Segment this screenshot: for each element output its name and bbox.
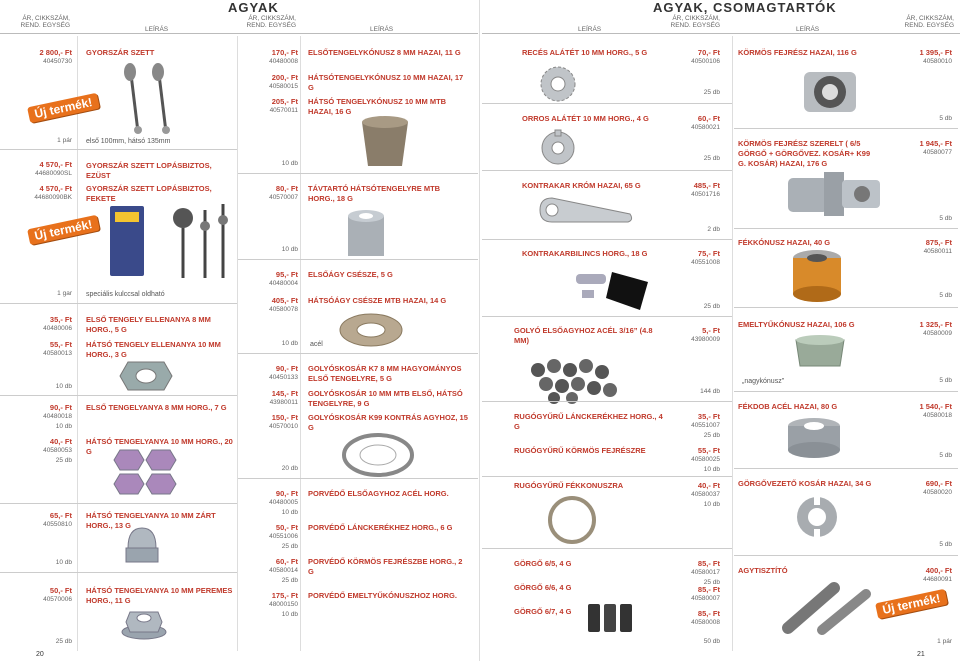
- col-header-price: ÁR, CIKKSZÁM, REND. EGYSÉG: [20, 15, 70, 29]
- item-code: 40580013: [43, 350, 72, 357]
- item-note: speciális kulccsal oldható: [86, 291, 165, 298]
- row-divider: [238, 353, 478, 354]
- price: 90,- Ft: [275, 364, 298, 373]
- price: 55,- Ft: [697, 446, 720, 455]
- row-divider: [482, 103, 732, 104]
- item-desc: HÁTSÓ TENGELYANYA 10 MM PEREMES HORG., 11 G: [86, 586, 233, 605]
- item-desc: ELSŐTENGELYKÓNUSZ 8 MM HAZAI, 11 G: [308, 48, 461, 57]
- qty: 5 db: [939, 541, 952, 548]
- qty: 144 db: [700, 388, 720, 395]
- row-divider: [482, 239, 732, 240]
- price: 50,- Ft: [275, 523, 298, 532]
- item-desc: GOLYÓSKOSÁR 10 MM MTB ELSŐ, HÁTSÓ TENGELYRE, 9 G: [308, 389, 463, 408]
- item-desc: HÁTSÓ TENGELY ELLENANYA 10 MM HORG., 3 G: [86, 340, 221, 359]
- item-desc: TÁVTARTÓ HÁTSÓTENGELYRE MTB HORG., 18 G: [308, 184, 441, 203]
- item-desc: GÖRGŐVEZETŐ KOSÁR HAZAI, 34 G: [738, 479, 872, 488]
- row-divider: [0, 503, 237, 504]
- item-code: 48000150: [269, 601, 298, 608]
- qty: 20 db: [281, 465, 298, 472]
- price: 1 395,- Ft: [919, 48, 952, 57]
- price: 170,- Ft: [271, 48, 298, 57]
- qty: 25 db: [55, 457, 72, 464]
- axle-cone-image: [356, 112, 414, 172]
- row-divider: [482, 170, 732, 171]
- item-code: 40580025: [691, 456, 720, 463]
- item-desc: HÁTSÓTENGELYKÓNUSZ 10 MM HAZAI, 17 G: [308, 73, 464, 92]
- header-rule: [482, 33, 960, 34]
- item-desc: GOLYÓ ELSŐAGYHOZ ACÉL 3/16” (4.8 MM): [514, 326, 653, 345]
- item-code: 40570006: [43, 596, 72, 603]
- qty: 10 db: [55, 383, 72, 390]
- item-desc: RUGÓGYŰRŰ LÁNCKERÉKHEZ HORG., 4 G: [514, 412, 663, 431]
- item-code: 40501716: [691, 191, 720, 198]
- qty: 1 gar: [57, 290, 72, 297]
- item-code: 40580077: [923, 149, 952, 156]
- item-desc: PORVÉDŐ LÁNCKERÉKHEZ HORG., 6 G: [308, 523, 453, 532]
- qty: 10 db: [281, 340, 298, 347]
- qty: 25 db: [703, 579, 720, 586]
- snap-ring-image: [546, 494, 598, 546]
- item-code: 40580017: [691, 569, 720, 576]
- axle-nuts-image: [112, 448, 182, 496]
- qty: 10 db: [55, 423, 72, 430]
- price: 60,- Ft: [697, 114, 720, 123]
- item-code: 40500106: [691, 58, 720, 65]
- assembled-hub-image: [784, 168, 884, 220]
- row-divider: [238, 478, 478, 479]
- price: 65,- Ft: [49, 511, 72, 520]
- price: 4 570,- Ft: [39, 184, 72, 193]
- qty: 10 db: [703, 501, 720, 508]
- price: 485,- Ft: [693, 181, 720, 190]
- row-divider: [238, 173, 478, 174]
- price: 85,- Ft: [697, 559, 720, 568]
- price: 70,- Ft: [697, 48, 720, 57]
- row-divider: [0, 572, 237, 573]
- price: 145,- Ft: [271, 389, 298, 398]
- price: 40,- Ft: [697, 481, 720, 490]
- item-desc: ELSŐ TENGELYANYA 8 MM HORG., 7 G: [86, 403, 227, 412]
- price: 405,- Ft: [271, 296, 298, 305]
- item-desc: ELSŐÁGY CSÉSZE, 5 G: [308, 270, 393, 279]
- col-header-price: ÁR, CIKKSZÁM, REND. EGYSÉG: [246, 15, 296, 29]
- item-desc: GOLYÓSKOSÁR K99 KONTRÁS AGYHOZ, 15 G: [308, 413, 468, 432]
- row-divider: [0, 149, 237, 150]
- price: 85,- Ft: [697, 585, 720, 594]
- item-desc: EMELTYŰKÓNUSZ HAZAI, 106 G: [738, 320, 855, 329]
- item-code: 40551008: [691, 259, 720, 266]
- row-divider: [734, 307, 958, 308]
- price: 85,- Ft: [697, 609, 720, 618]
- item-code: 40580053: [43, 447, 72, 454]
- price: 875,- Ft: [925, 238, 952, 247]
- spacer-image: [344, 208, 388, 260]
- item-desc: ELSŐ TENGELY ELLENANYA 8 MM HORG., 5 G: [86, 315, 211, 334]
- hub-cleaner-brush-image: [778, 580, 874, 636]
- item-desc: GOLYÓSKOSÁR K7 8 MM HAGYOMÁNYOS ELSŐ TENGELYRE, 5 G: [308, 364, 462, 383]
- item-desc: GYORSZÁR SZETT LOPÁSBIZTOS, EZÜST: [86, 161, 212, 180]
- page-number: 20: [36, 651, 44, 658]
- quick-release-skewer-image: [108, 62, 188, 136]
- header-rule: [0, 33, 478, 34]
- item-code: 40480005: [269, 499, 298, 506]
- item-desc: HÁTSÓ TENGELYKÓNUSZ 10 MM MTB HAZAI, 16 G: [308, 97, 447, 116]
- new-product-badge: Új termék!: [27, 215, 99, 245]
- item-desc: GYORSZÁR SZETT LOPÁSBIZTOS, FEKETE: [86, 184, 212, 203]
- flange-nut-image: [120, 604, 168, 640]
- anti-theft-skewer-image: [95, 198, 235, 286]
- row-divider: [734, 391, 958, 392]
- item-code: 40570011: [269, 107, 298, 114]
- bearing-cup-image: [338, 308, 404, 348]
- qty: 10 db: [281, 509, 298, 516]
- item-code: 40551006: [269, 533, 298, 540]
- item-code: 40580018: [923, 412, 952, 419]
- column-divider: [300, 36, 301, 651]
- col-header-price: ÁR, CIKKSZÁM, REND. EGYSÉG: [904, 15, 954, 29]
- qty: 25 db: [281, 543, 298, 550]
- price: 1 945,- Ft: [919, 139, 952, 148]
- item-code: 44680091: [923, 576, 952, 583]
- qty: 5 db: [939, 215, 952, 222]
- qty: 50 db: [703, 638, 720, 645]
- price: 2 800,- Ft: [39, 48, 72, 57]
- pawl-hub-image: [798, 62, 862, 122]
- item-code: 40580021: [691, 124, 720, 131]
- col-header-desc: LEÍRÁS: [145, 26, 169, 33]
- item-code: 40580011: [923, 248, 952, 255]
- row-divider: [482, 548, 732, 549]
- item-code: 40580020: [923, 489, 952, 496]
- price: 75,- Ft: [697, 249, 720, 258]
- item-desc: FÉKDOB ACÉL HAZAI, 80 G: [738, 402, 838, 411]
- price: 35,- Ft: [49, 315, 72, 324]
- item-desc: HÁTSÓ TENGELYANYA 10 MM ZÁRT HORG., 13 G: [86, 511, 216, 530]
- page-title: AGYAK, CSOMAGTARTÓK: [653, 0, 837, 15]
- col-header-desc: LEÍRÁS: [796, 26, 820, 33]
- item-desc: HÁTSÓ TENGELYANYA 10 MM HORG., 20 G: [86, 437, 233, 456]
- qty: 25 db: [703, 303, 720, 310]
- price: 55,- Ft: [49, 340, 72, 349]
- item-desc: RUGÓGYŰRŰ KÖRMÖS FEJRÉSZRE: [514, 446, 646, 455]
- item-code: 40570010: [269, 423, 298, 430]
- item-code: 40480008: [269, 58, 298, 65]
- price: 200,- Ft: [271, 73, 298, 82]
- row-divider: [0, 303, 237, 304]
- price: 1 540,- Ft: [919, 402, 952, 411]
- item-code: 43980009: [691, 336, 720, 343]
- qty: 5 db: [939, 452, 952, 459]
- row-divider: [0, 395, 237, 396]
- qty: 5 db: [939, 292, 952, 299]
- item-code: 40580014: [269, 567, 298, 574]
- item-desc: KONTRAKAR KRÓM HAZAI, 65 G: [522, 181, 641, 190]
- price: 690,- Ft: [925, 479, 952, 488]
- item-code: 40570007: [269, 194, 298, 201]
- brake-arm-image: [536, 194, 636, 226]
- qty: 5 db: [939, 115, 952, 122]
- price: 400,- Ft: [925, 566, 952, 575]
- qty: 25 db: [703, 89, 720, 96]
- qty: 25 db: [703, 155, 720, 162]
- item-desc: GÖRGŐ 6/7, 4 G: [514, 607, 572, 616]
- item-code: 40450133: [269, 374, 298, 381]
- item-code: 40580037: [691, 491, 720, 498]
- item-code: 40580008: [691, 619, 720, 626]
- item-desc: HÁTSÓÁGY CSÉSZE MTB HAZAI, 14 G: [308, 296, 447, 305]
- brake-drum-image: [784, 414, 844, 460]
- item-desc: KÖRMÖS FEJRÉSZ SZERELT ( 6/5 GÖRGŐ + GÖRGŐVEZ. KOSÁR+ K99 G. KOSÁR) HAZAI, 176 G: [738, 139, 871, 168]
- qty: 2 db: [707, 226, 720, 233]
- item-note: első 100mm, hátsó 135mm: [86, 138, 171, 145]
- qty: 10 db: [281, 611, 298, 618]
- column-divider: [77, 36, 78, 651]
- item-note: „nagykónusz”: [742, 378, 785, 385]
- qty: 1 pár: [937, 638, 952, 645]
- row-divider: [482, 401, 732, 402]
- item-code: 43980011: [269, 399, 298, 406]
- column-divider: [732, 36, 733, 651]
- qty: 10 db: [281, 160, 298, 167]
- price: 5,- Ft: [702, 326, 720, 335]
- row-divider: [482, 316, 732, 317]
- item-desc: GÖRGŐ 6/5, 4 G: [514, 559, 572, 568]
- row-divider: [734, 468, 958, 469]
- right-page: [480, 0, 960, 661]
- qty: 10 db: [281, 246, 298, 253]
- row-divider: [734, 228, 958, 229]
- row-divider: [734, 128, 958, 129]
- item-desc: ORROS ALÁTÉT 10 MM HORG., 4 G: [522, 114, 649, 123]
- item-desc: PORVÉDŐ ELSŐAGYHOZ ACÉL HORG.: [308, 489, 449, 498]
- price: 175,- Ft: [271, 591, 298, 600]
- item-desc: KONTRAKARBILINCS HORG., 18 G: [522, 249, 648, 258]
- roller-cage-image: [794, 494, 840, 540]
- item-desc: FÉKKÓNUSZ HAZAI, 40 G: [738, 238, 831, 247]
- price: 1 325,- Ft: [919, 320, 952, 329]
- col-header-price: ÁR, CIKKSZÁM, REND. EGYSÉG: [670, 15, 720, 29]
- item-code: 40480004: [269, 280, 298, 287]
- lever-cone-image: [792, 332, 848, 372]
- item-desc: GÖRGŐ 6/6, 4 G: [514, 583, 572, 592]
- item-note: acél: [310, 341, 323, 348]
- price: 40,- Ft: [49, 437, 72, 446]
- item-desc: RECÉS ALÁTÉT 10 MM HORG., 5 G: [522, 48, 648, 57]
- locknut-image: [118, 358, 174, 394]
- item-desc: PORVÉDŐ KÖRMÖS FEJRÉSZBE HORG., 2 G: [308, 557, 463, 576]
- qty: 25 db: [55, 638, 72, 645]
- item-desc: PORVÉDŐ EMELTYŰKÓNUSZHOZ HORG.: [308, 591, 457, 600]
- item-code: 40580010: [923, 58, 952, 65]
- price: 95,- Ft: [275, 270, 298, 279]
- steel-balls-image: [524, 356, 624, 406]
- price: 90,- Ft: [49, 403, 72, 412]
- brake-cone-image: [782, 244, 852, 308]
- qty: 5 db: [939, 377, 952, 384]
- qty: 10 db: [55, 559, 72, 566]
- item-code: 40580015: [269, 83, 298, 90]
- item-desc: KÖRMÖS FEJRÉSZ HAZAI, 116 G: [738, 48, 857, 57]
- qty: 1 pár: [57, 137, 72, 144]
- item-code: 40450730: [43, 58, 72, 65]
- ball-retainer-image: [340, 432, 416, 478]
- col-header-desc: LEÍRÁS: [578, 26, 602, 33]
- item-code: 40580009: [923, 330, 952, 337]
- price: 4 570,- Ft: [39, 160, 72, 169]
- row-divider: [734, 555, 958, 556]
- price: 50,- Ft: [49, 586, 72, 595]
- page-title: AGYAK: [228, 0, 279, 15]
- item-code: 40550810: [43, 521, 72, 528]
- item-code: 40551007: [691, 422, 720, 429]
- qty: 10 db: [703, 466, 720, 473]
- cap-nut-image: [122, 526, 162, 566]
- item-code: 44680090SL: [35, 170, 72, 177]
- new-product-badge: Új termék!: [875, 589, 947, 619]
- col-header-desc: LEÍRÁS: [370, 26, 394, 33]
- price: 35,- Ft: [697, 412, 720, 421]
- item-desc: AGYTISZTÍTÓ: [738, 566, 788, 575]
- price: 205,- Ft: [271, 97, 298, 106]
- new-product-badge: Új termék!: [27, 93, 99, 123]
- row-divider: [238, 259, 478, 260]
- item-desc: RUGÓGYŰRŰ FÉKKONUSZRA: [514, 481, 624, 490]
- qty: 25 db: [703, 432, 720, 439]
- item-code: 40480006: [43, 325, 72, 332]
- page-number: 21: [917, 651, 925, 658]
- item-code: 40480018: [43, 413, 72, 420]
- tab-washer-image: [538, 126, 578, 166]
- price: 90,- Ft: [275, 489, 298, 498]
- serrated-washer-image: [538, 64, 578, 104]
- item-desc: GYORSZÁR SZETT: [86, 48, 155, 57]
- qty: 25 db: [281, 577, 298, 584]
- item-code: 44680090BK: [34, 194, 72, 201]
- price: 60,- Ft: [275, 557, 298, 566]
- item-code: 40580078: [269, 306, 298, 313]
- brake-arm-clip-image: [572, 268, 652, 312]
- price: 150,- Ft: [271, 413, 298, 422]
- price: 80,- Ft: [275, 184, 298, 193]
- row-divider: [482, 476, 732, 477]
- rollers-image: [584, 600, 636, 636]
- item-code: 40580007: [691, 595, 720, 602]
